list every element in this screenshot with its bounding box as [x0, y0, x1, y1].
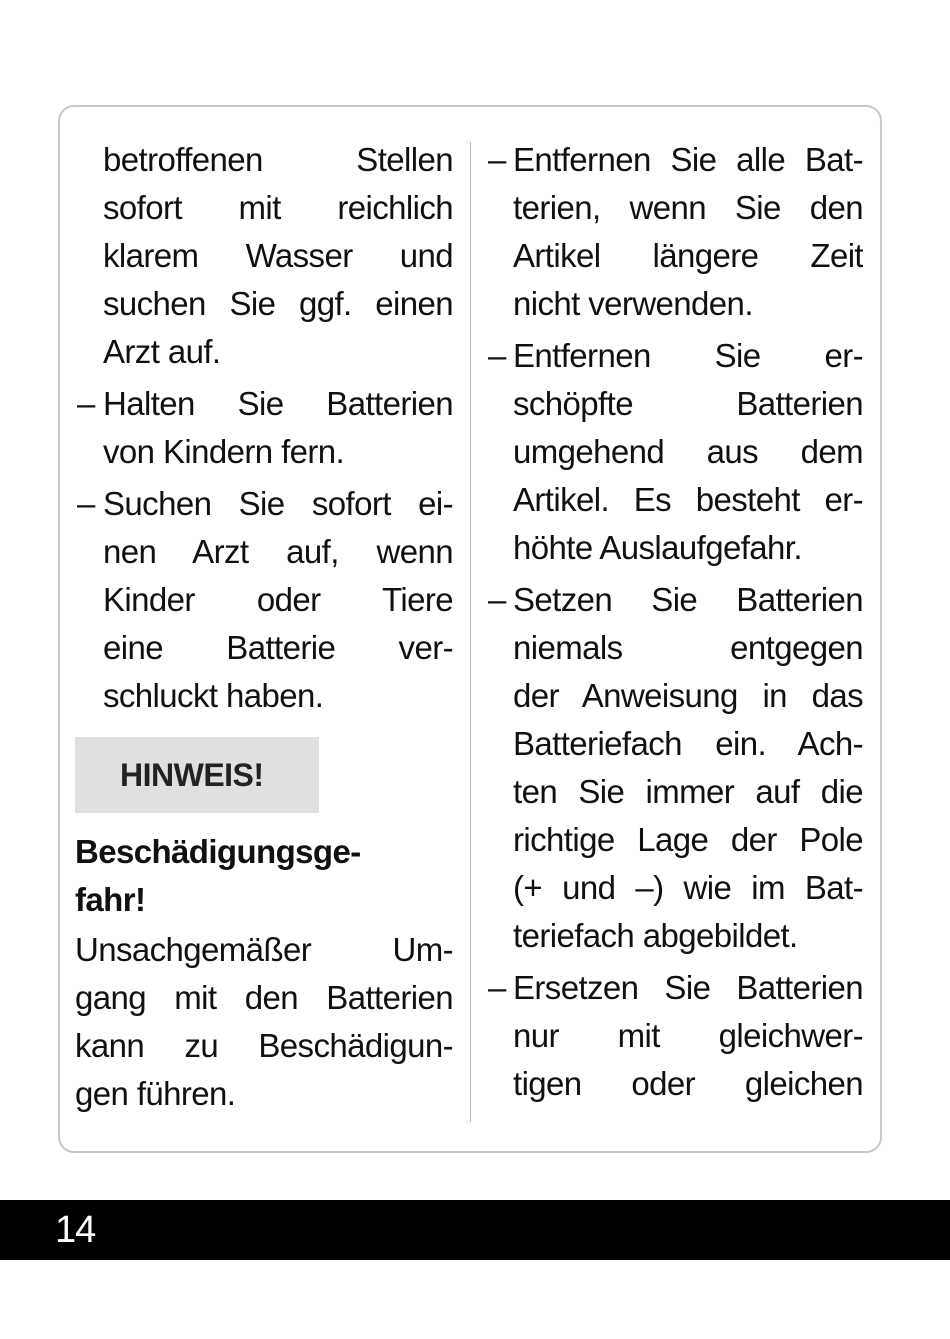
- text-line: (+ und –) wie im Bat-: [513, 869, 863, 906]
- bullet-dash: –: [488, 969, 507, 1006]
- text-line: richtige Lage der Pole: [513, 821, 863, 858]
- text-line: gang mit den Batterien: [75, 979, 453, 1016]
- text-line: klarem Wasser und: [103, 237, 453, 274]
- text-line: Kinder oder Tiere: [103, 581, 453, 618]
- text-line: gen führen.: [75, 1075, 236, 1112]
- text-line: suchen Sie ggf. einen: [103, 285, 453, 322]
- text-line: schöpfte Batterien: [513, 385, 863, 422]
- text-line: Unsachgemäßer Um-: [75, 931, 453, 968]
- column-divider: [470, 142, 471, 1122]
- text-line: nicht verwenden.: [513, 285, 753, 322]
- text-line: Entfernen Sie alle Bat-: [513, 141, 863, 178]
- text-line: terien, wenn Sie den: [513, 189, 863, 226]
- text-line: Arzt auf.: [103, 333, 221, 370]
- text-line: Artikel. Es besteht er-: [513, 481, 863, 518]
- page-number: 14: [55, 1209, 96, 1251]
- text-line: Ersetzen Sie Batterien: [513, 969, 863, 1006]
- bullet-dash: –: [488, 141, 507, 178]
- bullet-dash: –: [77, 385, 96, 422]
- notice-label: HINWEIS!: [120, 757, 264, 793]
- page-footer: [0, 1200, 950, 1260]
- text-line: Setzen Sie Batterien: [513, 581, 863, 618]
- text-line: Halten Sie Batterien: [103, 385, 453, 422]
- text-line: kann zu Beschädigun-: [75, 1027, 453, 1064]
- text-line: eine Batterie ver-: [103, 629, 453, 666]
- text-line: ten Sie immer auf die: [513, 773, 863, 810]
- text-line: schluckt haben.: [103, 677, 324, 714]
- bullet-dash: –: [488, 337, 507, 374]
- text-line: umgehend aus dem: [513, 433, 863, 470]
- text-line: höhte Auslaufgefahr.: [513, 529, 802, 566]
- warning-heading: fahr!: [75, 881, 146, 918]
- text-line: Artikel längere Zeit: [513, 237, 863, 274]
- text-line: nen Arzt auf, wenn: [103, 533, 453, 570]
- text-line: teriefach abgebildet.: [513, 917, 798, 954]
- text-line: Suchen Sie sofort ei-: [103, 485, 453, 522]
- text-line: von Kindern fern.: [103, 433, 345, 470]
- text-line: niemals entgegen: [513, 629, 863, 666]
- text-line: betroffenen Stellen: [103, 141, 453, 178]
- bullet-dash: –: [77, 485, 96, 522]
- text-line: tigen oder gleichen: [513, 1065, 863, 1102]
- bullet-dash: –: [488, 581, 507, 618]
- notice-box: [75, 737, 319, 813]
- text-line: sofort mit reichlich: [103, 189, 453, 226]
- text-line: nur mit gleichwer-: [513, 1017, 863, 1054]
- warning-heading: Beschädigungsge-: [75, 833, 361, 870]
- text-line: Entfernen Sie er-: [513, 337, 863, 374]
- text-line: der Anweisung in das: [513, 677, 863, 714]
- text-line: Batteriefach ein. Ach-: [513, 725, 863, 762]
